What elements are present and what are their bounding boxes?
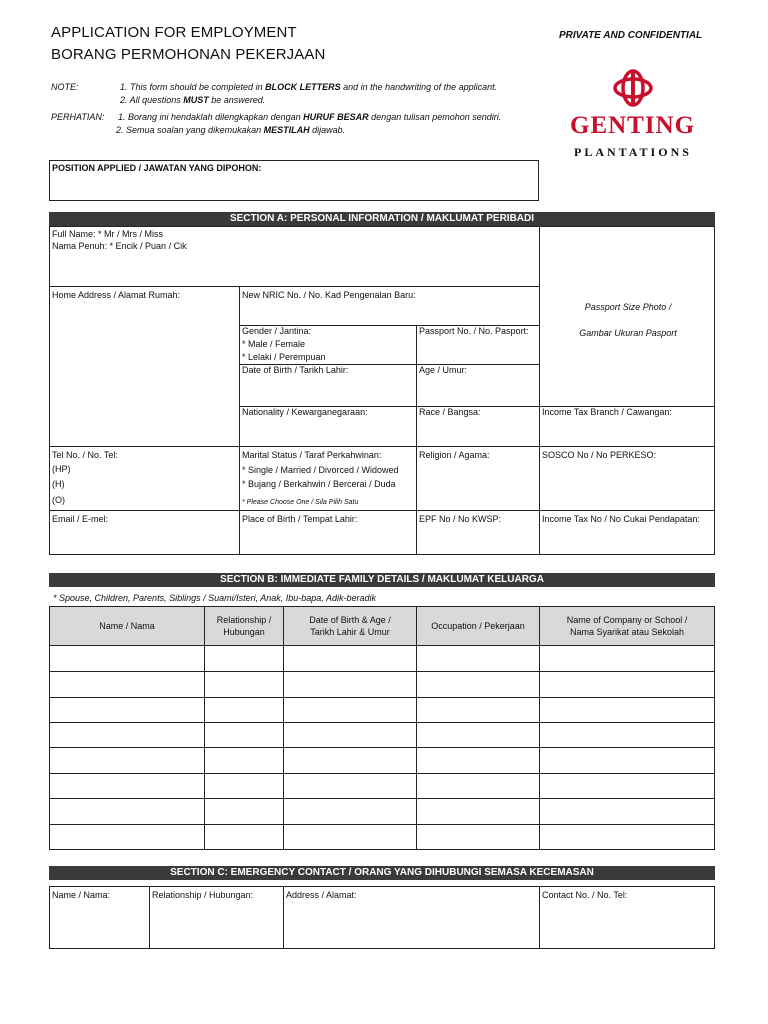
full-name-label-en: Full Name: * Mr / Mrs / Miss [52,229,164,239]
perhatian-1: 1. Borang ini hendaklah dilengkapkan dengan HURUF BESAR dengan tulisan pemohon sendiri. [118,112,502,122]
age-label: Age / Umur: [419,365,468,375]
emergency-table [49,886,715,949]
col-dob-header: Date of Birth & Age / Tarikh Lahir & Umur [309,615,391,637]
gender-label: Gender / Jantina: [242,326,312,336]
family-table [49,606,715,850]
tel-o-label: (O) [52,495,65,505]
emergency-address-label: Address / Alamat: [286,890,357,900]
col-relationship-header: Relationship / Hubungan [216,615,272,637]
marital-label: Marital Status / Taraf Perkahwinan: [242,450,382,460]
col-name-header: Name / Nama [99,621,155,631]
perhatian-label: PERHATIAN: [51,112,105,122]
socso-label: SOSCO No / No PERKESO: [542,450,657,460]
logo-sub: PLANTATIONS [574,145,692,159]
form-title-ms: BORANG PERMOHONAN PEKERJAAN [51,46,326,63]
nric-label: New NRIC No. / No. Kad Pengenalan Baru: [242,290,416,300]
position-applied-box[interactable] [49,160,539,201]
religion-label: Religion / Agama: [419,450,490,460]
section-a-header: SECTION A: PERSONAL INFORMATION / MAKLUMAT PERIBADI [49,212,715,226]
tel-hp-label: (HP) [52,464,71,474]
section-c-header: SECTION C: EMERGENCY CONTACT / ORANG YANG DIHUBUNGI SEMASA KECEMASAN [49,866,715,880]
section-b-header: SECTION B: IMMEDIATE FAMILY DETAILS / MAKLUMAT KELUARGA [49,573,715,587]
home-address-label: Home Address / Alamat Rumah: [52,290,181,300]
emergency-name-label: Name / Nama: [52,890,111,900]
col-occupation-header: Occupation / Pekerjaan [431,621,525,631]
gender-options-ms: * Lelaki / Perempuan [242,352,326,362]
position-applied-label: POSITION APPLIED / JAWATAN YANG DIPOHON: [52,163,262,173]
race-label: Race / Bangsa: [419,407,481,417]
emergency-relationship-label: Relationship / Hubungan: [152,890,254,900]
pob-label: Place of Birth / Tempat Lahir: [242,514,358,524]
tax-no-label: Income Tax No / No Cukai Pendapatan: [542,514,700,524]
section-a-table [49,226,715,555]
photo-label-en: Passport Size Photo / [584,302,672,312]
marital-options-ms: * Bujang / Berkahwin / Bercerai / Duda [242,479,396,489]
marital-options-en: * Single / Married / Divorced / Widowed [242,465,399,475]
dob-label: Date of Birth / Tarikh Lahir: [242,365,349,375]
perhatian-2: 2. Semua soalan yang dikemukakan MESTILAH dijawab. [116,125,346,135]
note-1: 1. This form should be completed in BLOCK LETTERS and in the handwriting of the applicant. [120,82,498,92]
tax-branch-label: Income Tax Branch / Cawangan: [542,407,672,417]
tel-label: Tel No. / No. Tel: [52,450,118,460]
note-label: NOTE: [51,82,79,92]
col-company-header: Name of Company or School / Nama Syarikat atau Sekolah [566,615,688,637]
full-name-label-ms: Nama Penuh: * Encik / Puan / Cik [52,241,187,251]
passport-label: Passport No. / No. Pasport: [419,326,529,336]
gender-options-en: * Male / Female [242,339,306,349]
confidential-label: PRIVATE AND CONFIDENTIAL [559,30,703,41]
nationality-label: Nationality / Kewarganegaraan: [242,407,368,417]
epf-label: EPF No / No KWSP: [419,514,502,524]
genting-emblem-icon [610,68,656,108]
tel-h-label: (H) [52,479,65,489]
logo-name: GENTING [570,112,696,139]
photo-label-ms: Gambar Ukuran Pasport [579,328,677,338]
family-note: * Spouse, Children, Parents, Siblings / Suami/Isteri, Anak, Ibu-bapa, Adik-beradik [53,593,376,603]
note-2: 2. All questions MUST be answered. [120,95,266,105]
emergency-contact-label: Contact No. / No. Tel: [542,890,628,900]
form-title-en: APPLICATION FOR EMPLOYMENT [51,24,297,41]
email-label: Email / E-mel: [52,514,109,524]
choose-one-note: * Please Choose One / Sila Pilih Satu [242,499,359,506]
